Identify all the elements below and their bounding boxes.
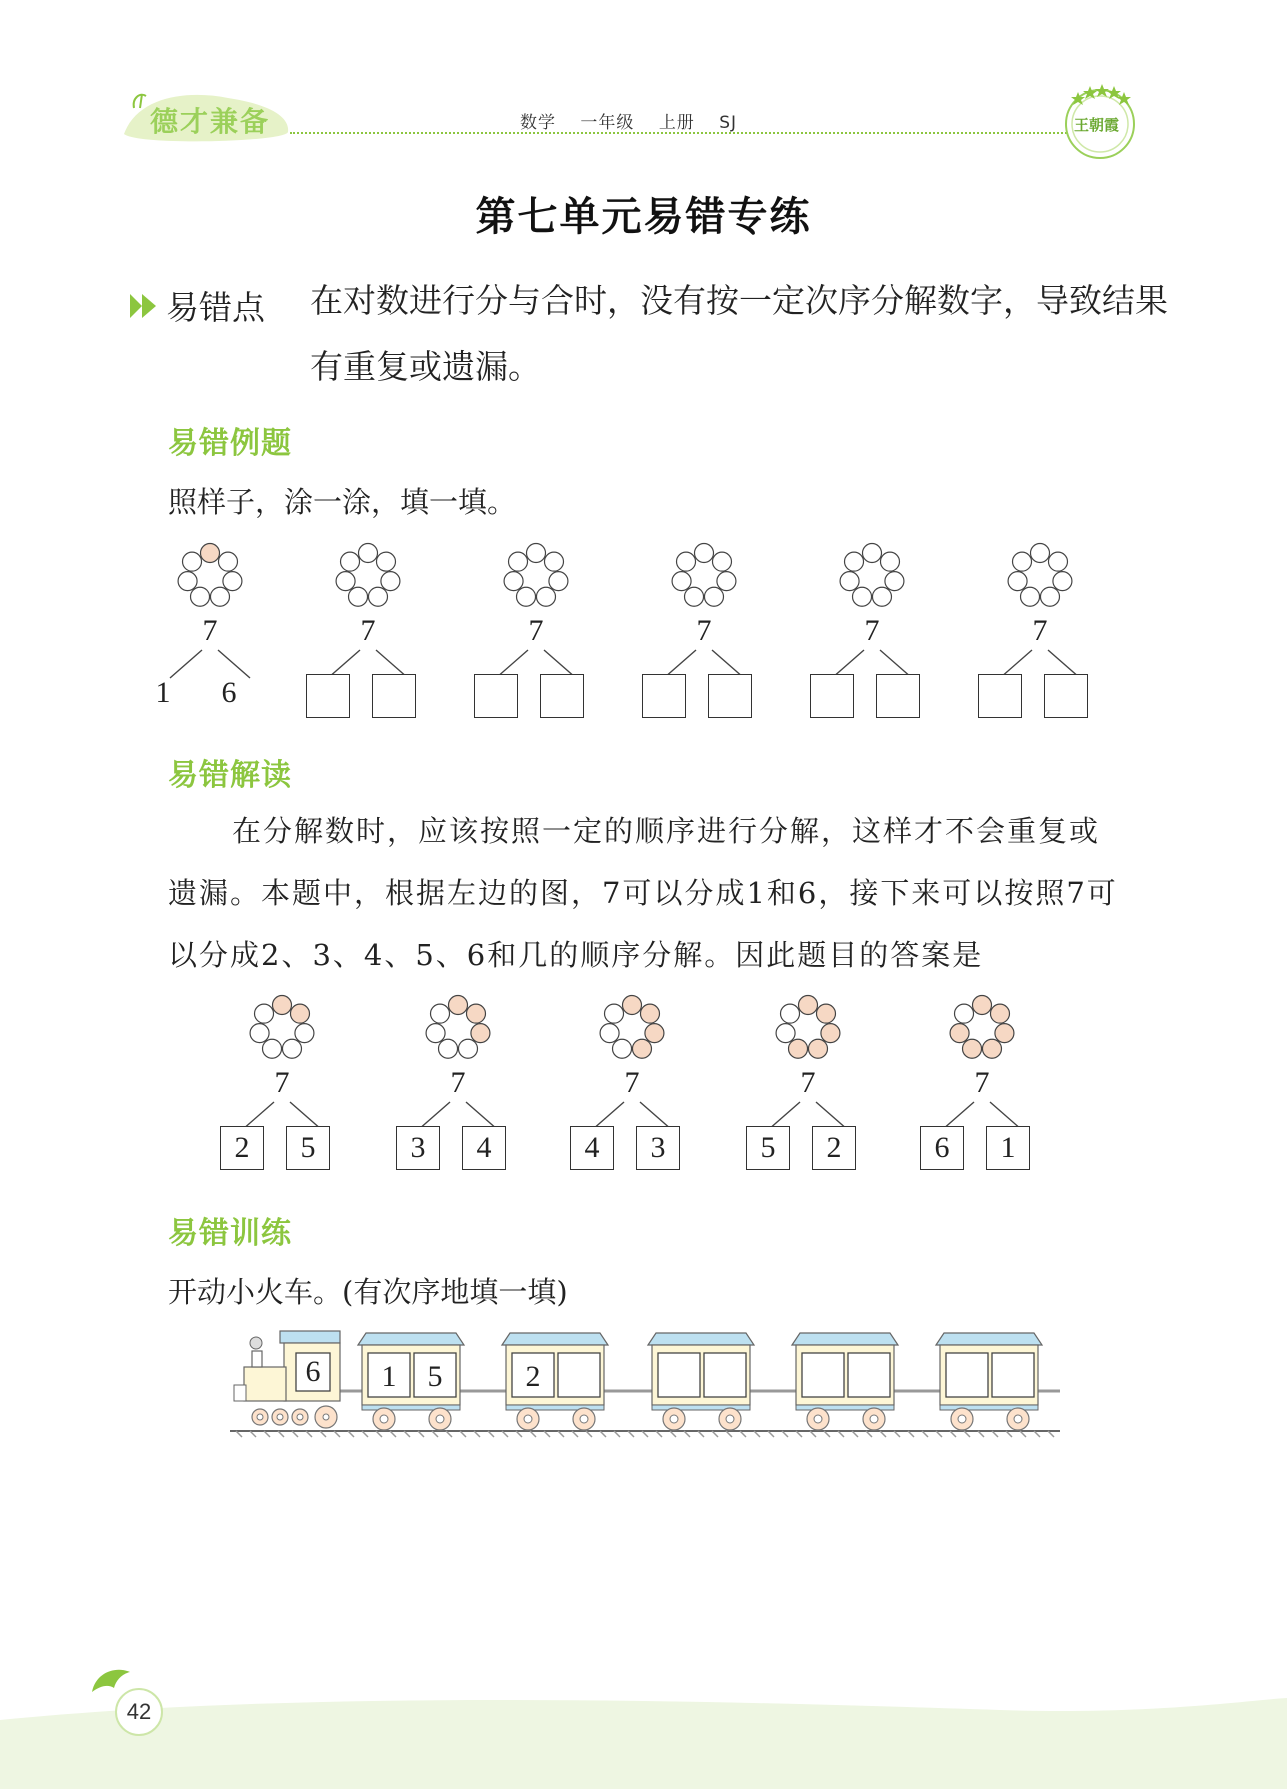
practice-instruction: 开动小火车。(有次序地填一填) [168, 1275, 568, 1309]
bead-shaded [466, 1004, 485, 1023]
bead [1040, 587, 1059, 606]
bond-left-box[interactable] [978, 674, 1022, 718]
bond-right-box: 5 [286, 1126, 330, 1170]
number-bond [980, 540, 1100, 720]
bead [183, 552, 202, 571]
bead [600, 1024, 619, 1043]
brand-text: 德才兼备 [150, 105, 271, 138]
example-heading: 易错例题 [168, 426, 292, 461]
bead [509, 552, 528, 571]
key-point-text: 在对数进行分与合时，没有按一定次序分解数字，导致结果有重复或遗漏。 [310, 281, 1168, 386]
bead [504, 572, 523, 591]
wheel-hub [726, 1415, 734, 1423]
key-point-label: 易错点 [166, 288, 265, 327]
bead [955, 1004, 974, 1023]
wheel-hub [436, 1415, 444, 1423]
bead-shaded [973, 996, 992, 1015]
bond-line [218, 650, 250, 678]
bead [336, 572, 355, 591]
bead-shaded [950, 1024, 969, 1043]
bead-shaded [995, 1024, 1014, 1043]
car-roof [358, 1333, 464, 1345]
car-left-value[interactable]: 2 [525, 1360, 541, 1393]
bond-left-box: 3 [396, 1126, 440, 1170]
bond-left-box: 2 [220, 1126, 264, 1170]
bead [1008, 572, 1027, 591]
car-right-box [704, 1353, 746, 1397]
practice-heading: 易错训练 [168, 1216, 292, 1251]
bead [178, 572, 197, 591]
bond-total: 7 [696, 614, 712, 647]
number-bond [572, 992, 692, 1172]
bead [712, 552, 731, 571]
seal-text: 王朝霞 [1074, 116, 1120, 134]
number-bond [398, 992, 518, 1172]
bead [359, 544, 378, 563]
car-roof [936, 1333, 1042, 1345]
bead [613, 1039, 632, 1058]
bead [549, 572, 568, 591]
bead-shaded [990, 1004, 1009, 1023]
wheel-hub [380, 1415, 388, 1423]
bead [1021, 587, 1040, 606]
car-left-box [946, 1353, 988, 1397]
bead [368, 587, 387, 606]
bead [295, 1024, 314, 1043]
edition-label: SJ [719, 113, 738, 133]
car-roof [648, 1333, 754, 1345]
bond-left-box[interactable] [474, 674, 518, 718]
bead-shaded [808, 1039, 827, 1058]
book-info [520, 108, 755, 133]
bead [1013, 552, 1032, 571]
bead-shaded [201, 544, 220, 563]
bead [439, 1039, 458, 1058]
bead [672, 572, 691, 591]
engine-chimney [252, 1351, 262, 1367]
car-right-box [992, 1353, 1034, 1397]
bond-total: 7 [864, 614, 880, 647]
bond-total: 7 [274, 1066, 290, 1099]
bead-shaded [799, 996, 818, 1015]
bond-left-box: 6 [920, 1126, 964, 1170]
bond-total: 7 [1032, 614, 1048, 647]
wheel-hub [297, 1414, 303, 1420]
engine-boiler [244, 1367, 286, 1401]
bead [218, 552, 237, 571]
analysis-paragraph [168, 800, 1128, 986]
bead-shaded [640, 1004, 659, 1023]
car-left-box [658, 1353, 700, 1397]
bead [840, 572, 859, 591]
bead [677, 552, 696, 571]
number-bond [644, 540, 764, 720]
volume-label: 上册 [658, 113, 695, 133]
bead [517, 587, 536, 606]
number-bond [150, 540, 270, 720]
wheel-hub [670, 1415, 678, 1423]
wheel-hub [814, 1415, 822, 1423]
car-roof [792, 1333, 898, 1345]
grade-label: 一年级 [580, 113, 635, 133]
bead [863, 544, 882, 563]
bond-right-value: 6 [221, 676, 237, 709]
bead [341, 552, 360, 571]
bead [872, 587, 891, 606]
bond-left-box[interactable] [306, 674, 350, 718]
bead-shaded [623, 996, 642, 1015]
bond-total: 7 [624, 1066, 640, 1099]
bond-total: 7 [450, 1066, 466, 1099]
bead [1053, 572, 1072, 591]
engine-cowcatcher [234, 1385, 246, 1401]
number-bond [922, 992, 1042, 1172]
car-right-box [558, 1353, 600, 1397]
bead [536, 587, 555, 606]
double-chevron-icon [130, 292, 160, 320]
bead [458, 1039, 477, 1058]
page-header [0, 0, 1287, 150]
wheel-hub [323, 1414, 329, 1420]
bond-right-box: 2 [812, 1126, 856, 1170]
bond-total: 7 [360, 614, 376, 647]
bond-right-box[interactable] [708, 674, 752, 718]
bead [885, 572, 904, 591]
bead [1031, 544, 1050, 563]
bond-left-box[interactable] [642, 674, 686, 718]
bead [781, 1004, 800, 1023]
bead [381, 572, 400, 591]
analysis-heading: 易错解读 [168, 758, 292, 793]
footer-wave [0, 1680, 1287, 1789]
example-instruction: 照样子，涂一涂，填一填。 [168, 485, 517, 519]
bond-right-box: 4 [462, 1126, 506, 1170]
bead-shaded [982, 1039, 1001, 1058]
bead [695, 544, 714, 563]
page-number: 42 [115, 1688, 163, 1736]
bond-left-box: 4 [570, 1126, 614, 1170]
bead-shaded [821, 1024, 840, 1043]
bond-right-box[interactable] [372, 674, 416, 718]
engine-number: 6 [305, 1355, 321, 1388]
bead [717, 572, 736, 591]
bead-shaded [471, 1024, 490, 1043]
engine-roof [280, 1331, 340, 1343]
train-diagram [230, 1325, 1065, 1445]
bond-total: 7 [800, 1066, 816, 1099]
bead [210, 587, 229, 606]
bond-left-box: 5 [746, 1126, 790, 1170]
bead [376, 552, 395, 571]
car-right-value[interactable]: 5 [427, 1360, 443, 1393]
bead [282, 1039, 301, 1058]
bead [431, 1004, 450, 1023]
bond-right-box[interactable] [876, 674, 920, 718]
number-bond [812, 540, 932, 720]
bond-right-box[interactable] [540, 674, 584, 718]
bond-right-box: 3 [636, 1126, 680, 1170]
wheel-hub [958, 1415, 966, 1423]
page-title: 第七单元易错专练 [475, 194, 812, 240]
bead [255, 1004, 274, 1023]
bond-total: 7 [202, 614, 218, 647]
bead-shaded [816, 1004, 835, 1023]
analysis-text: 在分解数时，应该按照一定的顺序进行分解，这样才不会重复或遗漏。本题中，根据左边的图，7可以分成1和6，接下来可以按照7可以分成2、3、4、5、6和几的顺序分解。因此题目的答案是 [168, 814, 1118, 972]
bond-line [170, 650, 202, 678]
bead-shaded [963, 1039, 982, 1058]
bead [223, 572, 242, 591]
bead [250, 1024, 269, 1043]
bond-right-box[interactable] [1044, 674, 1088, 718]
train-graphic [230, 1325, 1065, 1445]
bond-left-value: 1 [155, 676, 171, 709]
bead [776, 1024, 795, 1043]
number-bond [748, 992, 868, 1172]
wheel-hub [870, 1415, 878, 1423]
bead [349, 587, 368, 606]
bead-shaded [645, 1024, 664, 1043]
number-bond [476, 540, 596, 720]
bead [426, 1024, 445, 1043]
bead [1048, 552, 1067, 571]
bead [845, 552, 864, 571]
car-left-box [802, 1353, 844, 1397]
wheel-hub [524, 1415, 532, 1423]
bead-shaded [449, 996, 468, 1015]
wheel-hub [1014, 1415, 1022, 1423]
wheel-hub [277, 1414, 283, 1420]
bead [853, 587, 872, 606]
bead-shaded [273, 996, 292, 1015]
bond-right-box: 1 [986, 1126, 1030, 1170]
bead [191, 587, 210, 606]
bead-shaded [789, 1039, 808, 1058]
wheel-hub [257, 1414, 263, 1420]
bead [704, 587, 723, 606]
car-roof [502, 1333, 608, 1345]
bead-shaded [290, 1004, 309, 1023]
bond-total: 7 [528, 614, 544, 647]
bead [544, 552, 563, 571]
wheel-hub [580, 1415, 588, 1423]
bead [880, 552, 899, 571]
bead-shaded [632, 1039, 651, 1058]
car-left-value[interactable]: 1 [381, 1360, 397, 1393]
bond-left-box[interactable] [810, 674, 854, 718]
bead [685, 587, 704, 606]
bead [527, 544, 546, 563]
bead [605, 1004, 624, 1023]
number-bond [222, 992, 342, 1172]
bond-total: 7 [974, 1066, 990, 1099]
bead [263, 1039, 282, 1058]
engine-steam [250, 1337, 262, 1349]
number-bond [308, 540, 428, 720]
subject-label: 数学 [520, 113, 556, 133]
car-right-box [848, 1353, 890, 1397]
